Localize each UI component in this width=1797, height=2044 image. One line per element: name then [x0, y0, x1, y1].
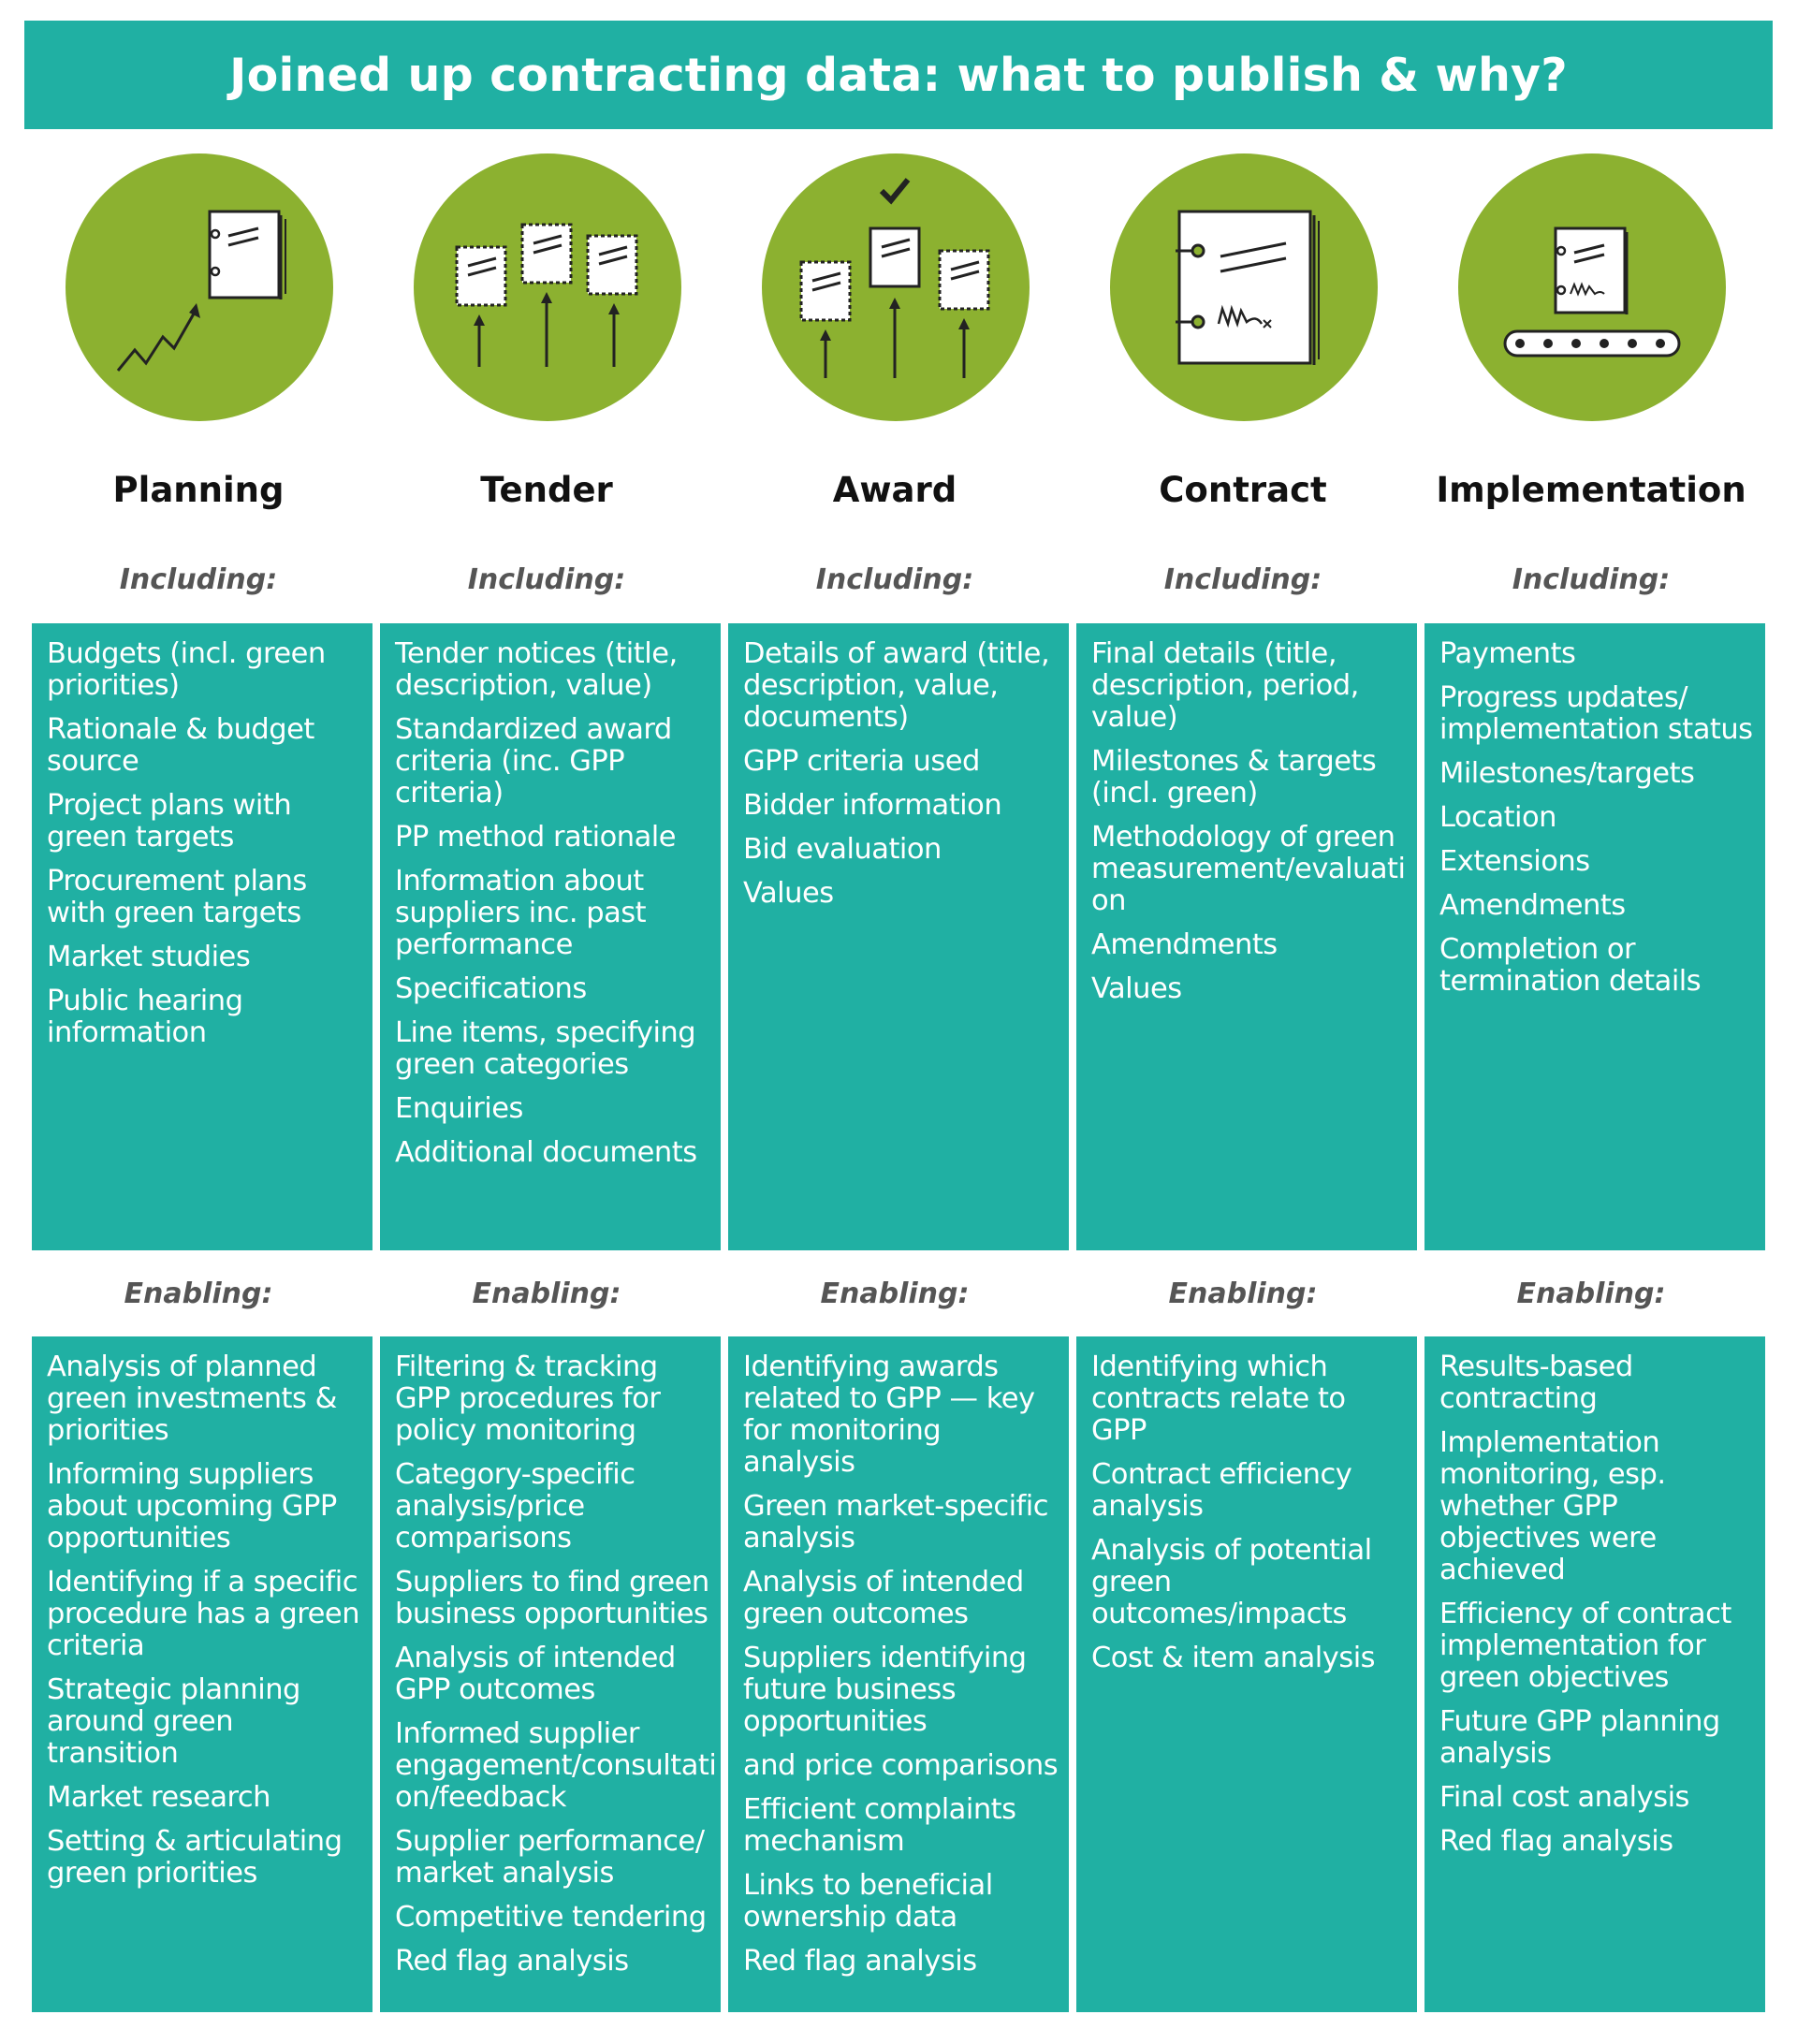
list-item: Milestones/targets	[1439, 757, 1695, 790]
list-item: Efficient complaints mechanism	[743, 1793, 1016, 1858]
including-panel	[728, 623, 1069, 1250]
stage-title: Implementation	[1436, 470, 1746, 510]
list-item: Links to beneficial ownership data	[743, 1869, 993, 1934]
list-item: Cost & item analysis	[1091, 1642, 1376, 1674]
list-item: Values	[743, 877, 834, 910]
list-item: Payments	[1439, 637, 1576, 670]
list-item: Amendments	[1439, 889, 1626, 922]
including-panel	[1424, 623, 1765, 1250]
stage-title: Tender	[480, 470, 613, 510]
list-item: Analysis of planned green investments & priorities	[47, 1350, 337, 1447]
list-item: Green market-specific analysis	[743, 1490, 1049, 1555]
list-item: Values	[1091, 972, 1182, 1005]
list-item: Implementation monitoring, esp. whether GPP objectives were achieved	[1439, 1426, 1666, 1586]
list-item: Bidder information	[743, 789, 1002, 822]
list-item: Location	[1439, 801, 1556, 834]
list-item: Red flag analysis	[743, 1945, 977, 1978]
stage-title: Planning	[112, 470, 285, 510]
enabling-panel	[1424, 1336, 1765, 2012]
including-label: Including:	[119, 563, 278, 596]
list-item: Results-based contracting	[1439, 1350, 1633, 1415]
enabling-panel	[32, 1336, 373, 2012]
enabling-panel	[728, 1336, 1069, 2012]
list-item: Enquiries	[395, 1092, 523, 1125]
list-item: and price comparisons	[743, 1749, 1059, 1782]
list-item: Budgets (incl. green priorities)	[47, 637, 326, 702]
list-item: Information about suppliers inc. past performance	[395, 865, 647, 961]
list-item: Procurement plans with green targets	[47, 865, 307, 929]
including-label: Including:	[467, 563, 626, 596]
list-item: PP method rationale	[395, 821, 677, 854]
list-item: Efficiency of contract implementation for green objectives	[1439, 1598, 1731, 1694]
list-item: Red flag analysis	[395, 1945, 629, 1978]
list-item: Informed supplier engagement/consultati on/feedback	[395, 1717, 717, 1814]
list-item: Additional documents	[395, 1136, 697, 1169]
list-item: Suppliers to find green business opportunities	[395, 1566, 709, 1630]
list-item: Contract efficiency analysis	[1091, 1458, 1352, 1523]
list-item: Project plans with green targets	[47, 789, 292, 854]
signed-contract-icon	[1110, 153, 1378, 421]
list-item: Future GPP planning analysis	[1439, 1705, 1720, 1770]
list-item: Milestones & targets (incl. green)	[1091, 745, 1377, 810]
list-item: Standardized award criteria (inc. GPP criteria)	[395, 713, 672, 810]
list-item: Tender notices (title, description, value)	[395, 637, 678, 702]
list-item: Identifying awards related to GPP — key for monitoring analysis	[743, 1350, 1035, 1479]
list-item: Identifying if a specific procedure has a green criteria	[47, 1566, 360, 1662]
list-item: Final details (title, description, period, value)	[1091, 637, 1359, 734]
list-item: Details of award (title, description, value, documents)	[743, 637, 1050, 734]
list-item: Identifying which contracts relate to GPP	[1091, 1350, 1346, 1447]
list-item: Methodology of green measurement/evaluati on	[1091, 821, 1406, 917]
award-checkmark-icon	[762, 153, 1030, 421]
including-label: Including:	[1163, 563, 1322, 596]
list-item: Setting & articulating green priorities	[47, 1825, 343, 1890]
document-rising-chart-icon	[66, 153, 333, 421]
list-item: Extensions	[1439, 845, 1590, 878]
enabling-label: Enabling:	[472, 1278, 621, 1310]
list-item: Specifications	[395, 972, 587, 1005]
including-panel	[32, 623, 373, 1250]
stage-title: Contract	[1159, 470, 1327, 510]
list-item: Competitive tendering	[395, 1901, 707, 1934]
enabling-label: Enabling:	[820, 1278, 970, 1310]
including-panel	[1076, 623, 1417, 1250]
list-item: Bid evaluation	[743, 833, 942, 866]
list-item: Strategic planning around green transition	[47, 1673, 300, 1770]
including-label: Including:	[815, 563, 974, 596]
enabling-label: Enabling:	[124, 1278, 273, 1310]
including-label: Including:	[1512, 563, 1671, 596]
list-item: GPP criteria used	[743, 745, 980, 778]
list-item: Line items, specifying green categories	[395, 1016, 696, 1081]
enabling-label: Enabling:	[1516, 1278, 1666, 1310]
list-item: Progress updates/ implementation status	[1439, 681, 1753, 746]
list-item: Filtering & tracking GPP procedures for policy monitoring	[395, 1350, 661, 1447]
enabling-panel	[380, 1336, 721, 2012]
including-panel	[380, 623, 721, 1250]
list-item: Market studies	[47, 941, 251, 973]
enabling-label: Enabling:	[1168, 1278, 1318, 1310]
list-item: Public hearing information	[47, 985, 243, 1049]
enabling-panel	[1076, 1336, 1417, 2012]
stage-title: Award	[832, 470, 957, 510]
list-item: Analysis of potential green outcomes/impacts	[1091, 1534, 1372, 1630]
list-item: Analysis of intended GPP outcomes	[395, 1642, 676, 1706]
list-item: Informing suppliers about upcoming GPP opportunities	[47, 1458, 337, 1555]
list-item: Red flag analysis	[1439, 1825, 1673, 1858]
list-item: Rationale & budget source	[47, 713, 314, 778]
list-item: Completion or termination details	[1439, 933, 1702, 998]
list-item: Final cost analysis	[1439, 1781, 1689, 1814]
list-item: Analysis of intended green outcomes	[743, 1566, 1024, 1630]
list-item: Suppliers identifying future business opportunities	[743, 1642, 1027, 1738]
list-item: Amendments	[1091, 928, 1278, 961]
page-title: Joined up contracting data: what to publish & why?	[24, 21, 1773, 129]
tender-documents-icon	[414, 153, 681, 421]
conveyor-document-icon	[1458, 153, 1726, 421]
list-item: Category-specific analysis/price comparisons	[395, 1458, 636, 1555]
list-item: Supplier performance/ market analysis	[395, 1825, 705, 1890]
list-item: Market research	[47, 1781, 270, 1814]
